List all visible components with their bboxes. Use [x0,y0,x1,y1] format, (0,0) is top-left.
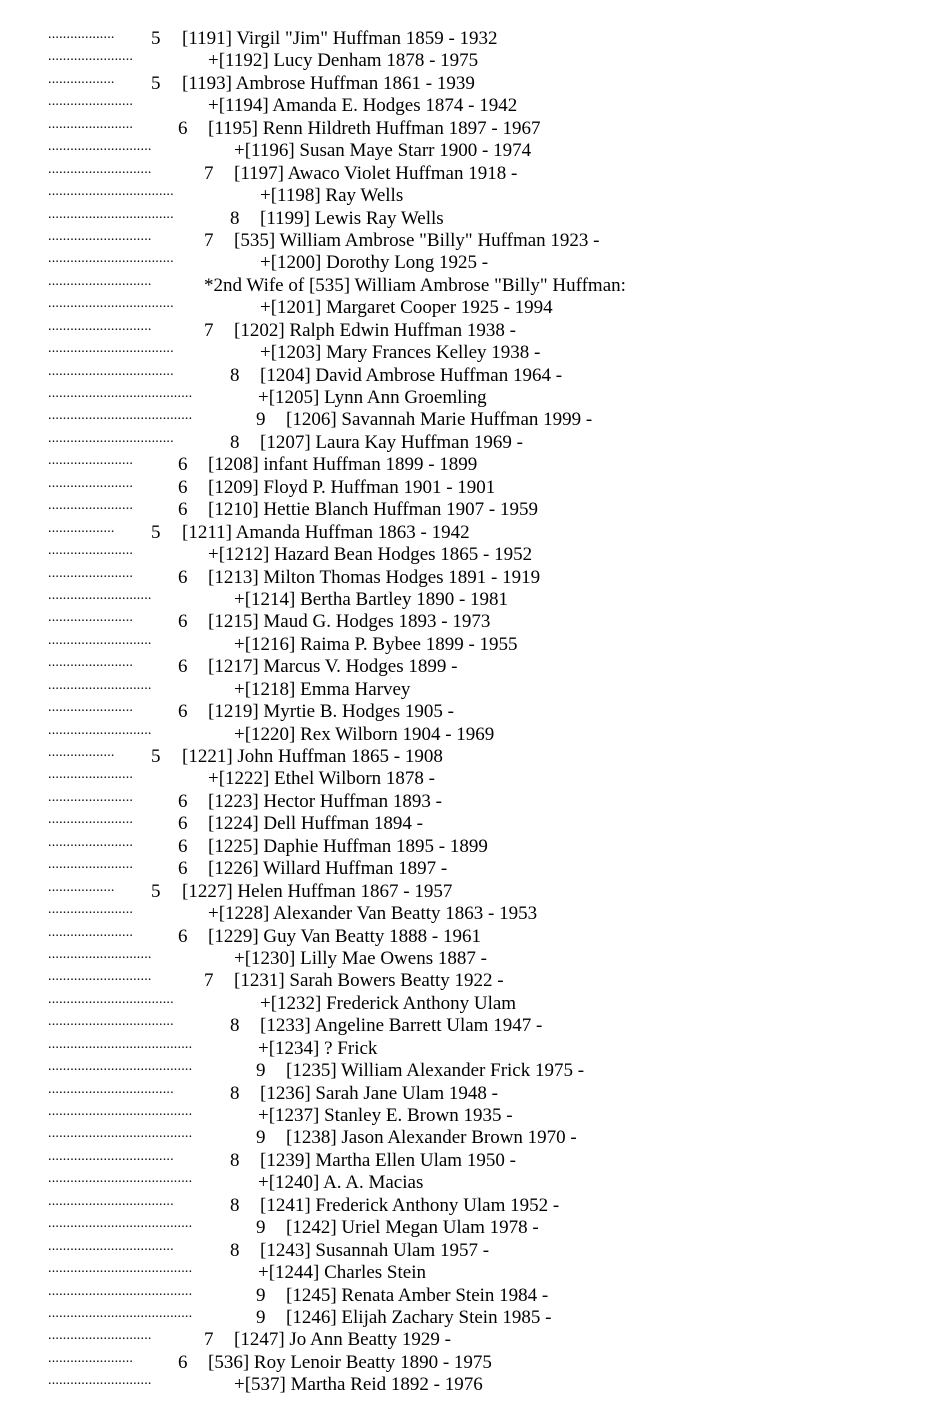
leader-dots: .................................. [48,430,174,446]
person-entry: [535] William Ambrose "Billy" Huffman 1923 - [234,229,600,251]
leader-dots: ....................... [48,498,134,514]
leader-dots: ............................ [48,318,152,334]
person-entry: [1223] Hector Huffman 1893 - [208,790,442,812]
generation-number: 6 [178,611,188,633]
leader-dots: ....................... [48,812,134,828]
generation-number: 6 [178,656,188,678]
descendant-row [48,499,928,521]
descendant-row [48,881,928,903]
person-entry: +[1214] Bertha Bartley 1890 - 1981 [234,588,509,610]
generation-number: 6 [178,117,188,139]
spouse-row [48,342,928,364]
person-entry: [1206] Savannah Marie Huffman 1999 - [286,409,593,431]
leader-dots: .................................. [48,341,174,357]
descendant-row [48,118,928,140]
leader-dots: ....................... [48,834,134,850]
person-entry: +[1212] Hazard Bean Hodges 1865 - 1952 [208,544,533,566]
leader-dots: .................................. [48,184,174,200]
generation-number: 9 [256,1127,266,1149]
leader-dots: ....................................... [48,1305,193,1321]
person-entry: [1239] Martha Ellen Ulam 1950 - [260,1149,516,1171]
spouse-row [48,185,928,207]
leader-dots: ....................................... [48,1059,193,1075]
leader-dots: ............................ [48,722,152,738]
generation-number: 8 [230,1015,240,1037]
descendant-row [48,409,928,431]
leader-dots: ....................... [48,700,134,716]
generation-number: 6 [178,858,188,880]
person-entry: [1199] Lewis Ray Wells [260,207,444,229]
leader-dots: .................................. [48,1081,174,1097]
generation-number: 8 [230,1082,240,1104]
descendant-row [48,320,928,342]
person-entry: [1202] Ralph Edwin Huffman 1938 - [234,319,516,341]
person-entry: +[1240] A. A. Macias [258,1172,424,1194]
leader-dots: ............................ [48,228,152,244]
person-entry: +[1216] Raima P. Bybee 1899 - 1955 [234,633,518,655]
person-entry: [1241] Frederick Anthony Ulam 1952 - [260,1194,560,1216]
leader-dots: ....................................... [48,408,193,424]
generation-number: 6 [178,566,188,588]
person-entry: +[1194] Amanda E. Hodges 1874 - 1942 [208,95,518,117]
leader-dots: .................. [48,27,115,42]
leader-dots: ....................... [48,610,134,626]
descendant-row [48,791,928,813]
leader-dots: ....................... [48,924,134,940]
person-entry: [1227] Helen Huffman 1867 - 1957 [182,880,453,902]
spouse-row [48,252,928,274]
person-entry: +[1192] Lucy Denham 1878 - 1975 [208,50,479,72]
generation-number: 6 [178,925,188,947]
generation-number: 6 [178,813,188,835]
descendant-row [48,163,928,185]
leader-dots: ....................................... [48,1036,193,1052]
person-entry: [1209] Floyd P. Huffman 1901 - 1901 [208,476,496,498]
leader-dots: ............................ [48,1373,152,1389]
person-entry: *2nd Wife of [535] William Ambrose "Billy" Huffman: [204,274,626,296]
leader-dots: ....................................... [48,1171,193,1187]
person-entry: +[1222] Ethel Wilborn 1878 - [208,768,436,790]
descendant-list [48,28,928,1397]
person-entry: [1236] Sarah Jane Ulam 1948 - [260,1082,498,1104]
descendant-row [48,208,928,230]
leader-dots: ............................ [48,946,152,962]
generation-number: 7 [204,970,214,992]
descendant-row [48,567,928,589]
person-entry: [1229] Guy Van Beatty 1888 - 1961 [208,925,482,947]
leader-dots: .................................. [48,1193,174,1209]
spouse-row [48,1374,928,1396]
person-entry: [1210] Hettie Blanch Huffman 1907 - 1959 [208,499,538,521]
person-entry: [1191] Virgil "Jim" Huffman 1859 - 1932 [182,28,498,49]
leader-dots: .................................. [48,251,174,267]
person-entry: +[1228] Alexander Van Beatty 1863 - 1953 [208,903,538,925]
spouse-row [48,140,928,162]
leader-dots: ....................... [48,475,134,491]
leader-dots: ....................................... [48,1126,193,1142]
generation-number: 8 [230,431,240,453]
leader-dots: ....................... [48,49,134,65]
person-entry: +[1232] Frederick Anthony Ulam [260,992,517,1014]
leader-dots: .................. [48,745,115,760]
person-entry: +[1201] Margaret Cooper 1925 - 1994 [260,297,553,319]
person-entry: [1207] Laura Kay Huffman 1969 - [260,431,523,453]
generation-number: 6 [178,499,188,521]
person-entry: [1235] William Alexander Frick 1975 - [286,1060,585,1082]
descendant-row [48,970,928,992]
leader-dots: ............................ [48,587,152,603]
person-entry: +[1244] Charles Stein [258,1262,426,1284]
descendant-row [48,28,928,50]
leader-dots: ............................ [48,969,152,985]
person-entry: [1215] Maud G. Hodges 1893 - 1973 [208,611,491,633]
person-entry: +[1200] Dorothy Long 1925 - [260,252,489,274]
person-entry: [1219] Myrtie B. Hodges 1905 - [208,701,454,723]
leader-dots: ....................................... [48,1104,193,1119]
leader-dots: ....................................... [48,1216,193,1232]
leader-dots: .................................. [48,206,174,222]
leader-dots: ............................ [48,273,152,289]
spouse-row [48,1172,928,1194]
leader-dots: .................................. [48,363,174,379]
spouse-row [48,768,928,790]
generation-number: 5 [151,880,161,902]
descendant-row [48,926,928,948]
descendant-row [48,1127,928,1149]
generation-number: 6 [178,454,188,476]
person-entry: [1204] David Ambrose Huffman 1964 - [260,364,563,386]
person-entry: +[1203] Mary Frances Kelley 1938 - [260,342,541,364]
descendant-row [48,1329,928,1351]
person-entry: [1221] John Huffman 1865 - 1908 [182,746,443,767]
generation-number: 9 [256,1060,266,1082]
leader-dots: .................. [48,520,115,536]
descendant-row [48,746,928,768]
spouse-row [48,993,928,1015]
descendant-row [48,858,928,880]
leader-dots: ....................... [48,116,134,132]
leader-dots: .................................. [48,991,174,1007]
spouse-row [48,903,928,925]
leader-dots: ....................... [48,453,134,469]
person-entry: [1243] Susannah Ulam 1957 - [260,1239,490,1261]
leader-dots: ....................... [48,565,134,581]
person-entry: [1224] Dell Huffman 1894 - [208,813,423,835]
spouse-row [48,297,928,319]
person-entry: [1226] Willard Huffman 1897 - [208,858,448,880]
person-entry: [1213] Milton Thomas Hodges 1891 - 1919 [208,566,541,588]
leader-dots: .................................. [48,296,174,312]
descendant-row [48,477,928,499]
spouse-row [48,589,928,611]
descendant-row [48,230,928,252]
leader-dots: ....................... [48,94,134,110]
person-entry: [1195] Renn Hildreth Huffman 1897 - 1967 [208,117,541,139]
note-row [48,275,928,297]
person-entry: [1245] Renata Amber Stein 1984 - [286,1284,549,1306]
person-entry: [1211] Amanda Huffman 1863 - 1942 [182,521,470,543]
leader-dots: ............................ [48,677,152,693]
person-entry: +[1205] Lynn Ann Groemling [258,387,487,408]
person-entry: +[1220] Rex Wilborn 1904 - 1969 [234,723,495,745]
descendant-row [48,432,928,454]
leader-dots: .................. [48,879,115,895]
descendant-row [48,1060,928,1082]
descendant-row [48,656,928,678]
person-entry: [1225] Daphie Huffman 1895 - 1899 [208,835,488,857]
generation-number: 9 [256,1284,266,1306]
leader-dots: ....................... [48,1350,134,1366]
spouse-row [48,634,928,656]
person-entry: [1217] Marcus V. Hodges 1899 - [208,656,458,678]
person-entry: [1238] Jason Alexander Brown 1970 - [286,1127,577,1149]
leader-dots: ............................ [48,632,152,648]
descendant-row [48,1307,928,1329]
generation-number: 6 [178,701,188,723]
leader-dots: ....................... [48,543,134,559]
descendant-row [48,836,928,858]
spouse-row [48,948,928,970]
generation-number: 8 [230,207,240,229]
spouse-row [48,95,928,117]
generation-number: 8 [230,1239,240,1261]
generation-number: 8 [230,364,240,386]
descendant-row [48,701,928,723]
person-entry: [1231] Sarah Bowers Beatty 1922 - [234,970,504,992]
leader-dots: ....................... [48,655,134,671]
leader-dots: .................................. [48,1238,174,1254]
generation-number: 9 [256,409,266,431]
generation-number: 9 [256,1306,266,1328]
person-entry: +[1196] Susan Maye Starr 1900 - 1974 [234,140,532,162]
leader-dots: .................................. [48,1148,174,1164]
person-entry: +[1234] ? Frick [258,1037,378,1059]
person-entry: [1233] Angeline Barrett Ulam 1947 - [260,1015,543,1037]
leader-dots: ....................................... [48,1283,193,1299]
spouse-row [48,724,928,746]
leader-dots: ............................ [48,1328,152,1344]
person-entry: +[537] Martha Reid 1892 - 1976 [234,1374,483,1396]
spouse-row [48,50,928,72]
leader-dots: ............................ [48,139,152,155]
generation-number: 7 [204,229,214,251]
descendant-row [48,813,928,835]
leader-dots: ............................ [48,161,152,177]
person-entry: [1197] Awaco Violet Huffman 1918 - [234,162,518,184]
descendant-row [48,1352,928,1374]
leader-dots: ....................... [48,789,134,805]
generation-number: 8 [230,1149,240,1171]
person-entry: [1247] Jo Ann Beatty 1929 - [234,1329,451,1351]
generation-number: 5 [151,28,161,49]
leader-dots: ....................... [48,767,134,783]
leader-dots: .................. [48,71,115,87]
generation-number: 5 [151,746,161,767]
person-entry: +[1198] Ray Wells [260,185,404,207]
generation-number: 6 [178,790,188,812]
leader-dots: ....................... [48,857,134,873]
person-entry: [1242] Uriel Megan Ulam 1978 - [286,1217,539,1239]
generation-number: 8 [230,1194,240,1216]
leader-dots: .................................. [48,1014,174,1030]
spouse-row [48,544,928,566]
leader-dots: ....................................... [48,1261,193,1277]
descendant-row [48,1217,928,1239]
generation-number: 6 [178,835,188,857]
person-entry: +[1218] Emma Harvey [234,678,411,700]
generation-number: 7 [204,1329,214,1351]
generation-number: 9 [256,1217,266,1239]
person-entry: [1246] Elijah Zachary Stein 1985 - [286,1306,552,1328]
generation-number: 7 [204,162,214,184]
generation-number: 5 [151,72,161,94]
person-entry: [1208] infant Huffman 1899 - 1899 [208,454,478,476]
person-entry: [536] Roy Lenoir Beatty 1890 - 1975 [208,1351,492,1373]
descendant-row [48,73,928,95]
descendant-row [48,522,928,544]
generation-number: 5 [151,521,161,543]
spouse-row [48,679,928,701]
descendant-row [48,454,928,476]
generation-number: 6 [178,1351,188,1373]
leader-dots: ....................... [48,902,134,918]
leader-dots: ....................................... [48,386,193,401]
person-entry: +[1237] Stanley E. Brown 1935 - [258,1105,513,1126]
person-entry: +[1230] Lilly Mae Owens 1887 - [234,947,487,969]
descendant-row [48,611,928,633]
generation-number: 7 [204,319,214,341]
generation-number: 6 [178,476,188,498]
person-entry: [1193] Ambrose Huffman 1861 - 1939 [182,72,475,94]
